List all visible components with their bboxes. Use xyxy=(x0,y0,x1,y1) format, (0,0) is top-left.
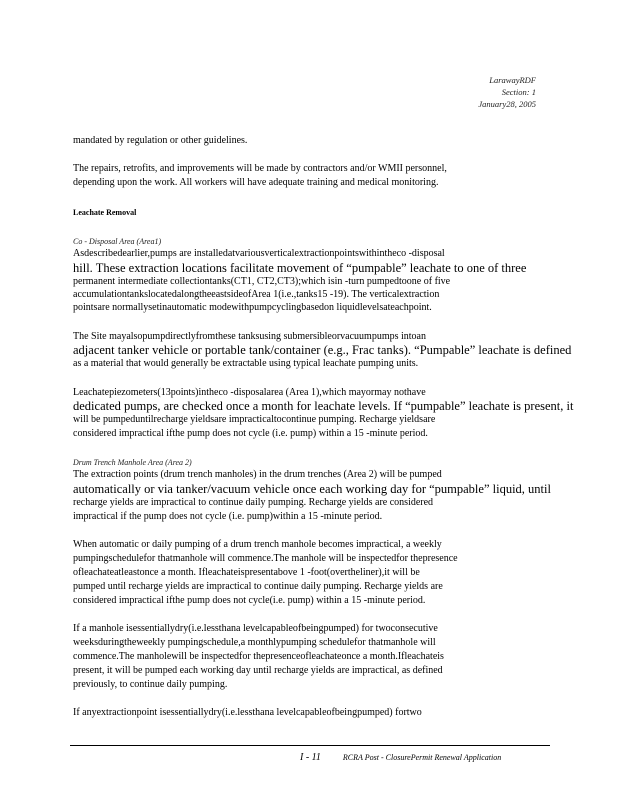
body-line: If a manhole isessentiallydry(i.e.lessthana levelcapableofbeingpumped) for twoconsecutive xyxy=(73,623,438,634)
body-line: pointsare normallysetinautomatic modewithpumpcyclingbasedon liquidlevelsateachpoint. xyxy=(73,302,432,313)
header-section: Section: 1 xyxy=(501,87,536,97)
body-line: commence.The manholewill be inspectedfor thepresenceofleachateonce a month.Ifleachateis xyxy=(73,651,444,662)
body-line: mandated by regulation or other guidelines. xyxy=(73,135,248,146)
body-line: present, it will be pumped each working day until recharge yields are impractical, as defined xyxy=(73,665,443,676)
body-line: considered impractical ifthe pump does not cycle (i.e. pump) within a 15 -minute period. xyxy=(73,428,428,439)
body-line: permanent intermediate collectiontanks(CT1, CT2,CT3);which isin -turn pumpedtoone of five xyxy=(73,276,451,287)
body-line: adjacent tanker vehicle or portable tank/container (e.g., Frac tanks). “Pumpable” leachate is defined xyxy=(73,343,572,357)
footer-rule xyxy=(70,745,550,746)
body-line: ofleachateatleastonce a month. Ifleachateispresentabove 1 -foot(overtheliner),it will be xyxy=(73,567,420,578)
body-line: considered impractical ifthe pump does not cycle(i.e. pump) within a 15 -minute period. xyxy=(73,595,426,606)
body-line: weeksduringtheweekly pumpingschedule,a monthlypumping schedulefor thatmanhole will xyxy=(73,637,436,648)
body-line: automatically or via tanker/vacuum vehicle once each working day for “pumpable” liquid, until xyxy=(73,482,551,496)
body-line: pumpingschedulefor thatmanhole will commence.The manhole will be inspectedfor thepresence xyxy=(73,553,458,564)
body-line: depending upon the work. All workers will have adequate training and medical monitoring. xyxy=(73,177,439,188)
body-line: accumulationtankslocatedalongtheeastsideofArea 1(i.e.,tanks15 -19). The verticalextraction xyxy=(73,289,440,300)
body-line: pumped until recharge yields are impractical to continue daily pumping. Recharge yields are xyxy=(73,581,443,592)
body-line: as a material that would generally be extractable using typical leachate pumping units. xyxy=(73,358,419,369)
page-footer xyxy=(300,752,501,763)
section-heading-leachate-removal: Leachate Removal xyxy=(73,208,137,217)
page-number: I - 11 xyxy=(300,752,321,763)
header-facility: LarawayRDF xyxy=(489,75,536,85)
body-line: previously, to continue daily pumping. xyxy=(73,679,228,690)
subheading-co-disposal-area: Co - Disposal Area (Area1) xyxy=(73,237,162,246)
body-line: recharge yields are impractical to continue daily pumping. Recharge yields are considered xyxy=(73,497,434,508)
body-line: dedicated pumps, are checked once a month for leachate levels. If “pumpable” leachate is present, it xyxy=(73,399,574,413)
page-header xyxy=(478,74,536,110)
body-line: Asdescribedearlier,pumps are installedatvariousverticalextractionpointswithintheco -disposal xyxy=(73,248,445,259)
body-line: will be pumpeduntilrecharge yieldsare impracticaltocontinue pumping. Recharge yieldsare xyxy=(73,414,436,425)
body-line: impractical if the pump does not cycle (i.e. pump)within a 15 -minute period. xyxy=(73,511,383,522)
footer-document-title: RCRA Post - ClosurePermit Renewal Application xyxy=(342,753,502,762)
body-line: When automatic or daily pumping of a drum trench manhole becomes impractical, a weekly xyxy=(73,539,442,550)
body-line: The repairs, retrofits, and improvements will be made by contractors and/or WMII personnel, xyxy=(73,163,447,174)
body-line: hill. These extraction locations facilitate movement of “pumpable” leachate to one of three xyxy=(73,261,527,275)
body-line: Leachatepiezometers(13points)intheco -disposalarea (Area 1),which mayormay nothave xyxy=(73,387,426,398)
body-line: The extraction points (drum trench manholes) in the drum trenches (Area 2) will be pumped xyxy=(73,469,442,480)
subheading-drum-trench-manhole-area: Drum Trench Manhole Area (Area 2) xyxy=(73,458,192,467)
body-line: The Site mayalsopumpdirectlyfromthese tanksusing submersibleorvacuumpumps intoan xyxy=(73,331,426,342)
body-line: If anyextractionpoint isessentiallydry(i.e.lessthana levelcapableofbeingpumped) fortwo xyxy=(73,707,422,718)
header-date: January28, 2005 xyxy=(478,99,536,109)
